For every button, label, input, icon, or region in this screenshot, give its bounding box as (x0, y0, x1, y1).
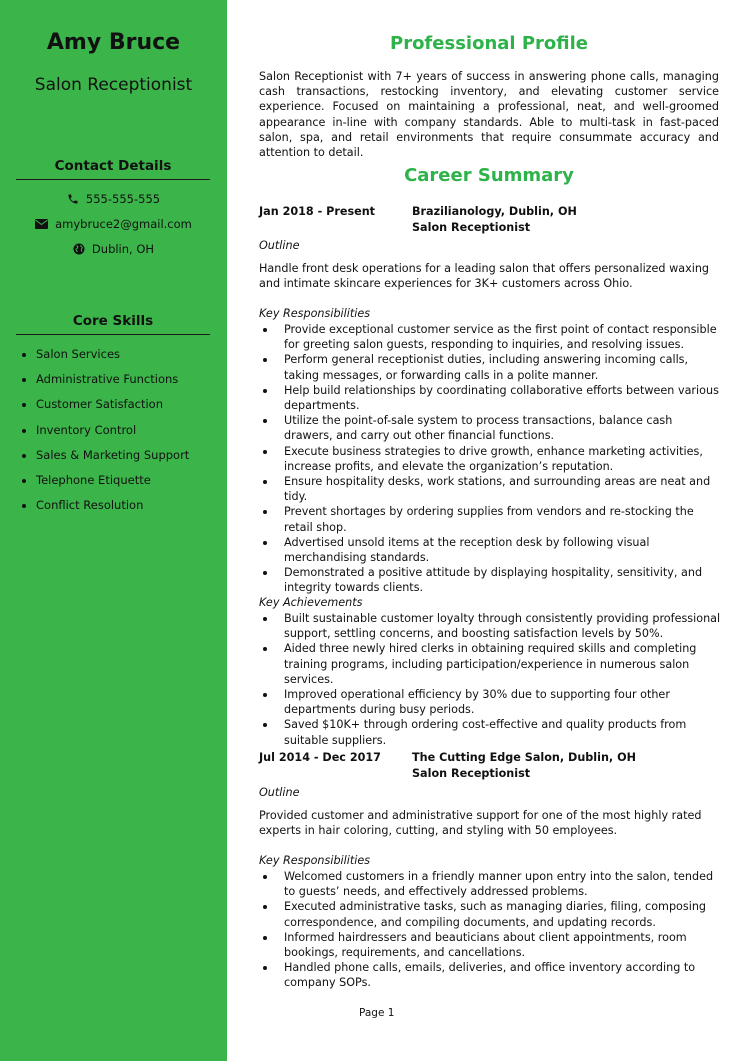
skill-item: Sales & Marketing Support (22, 448, 189, 473)
envelope-icon (35, 219, 48, 229)
location-text: Dublin, OH (91, 242, 155, 256)
list-item: Built sustainable customer loyalty through consistently providing professional support, settling concerns, and boosting satisfaction levels by 50%. (259, 611, 721, 641)
list-item: Advertised unsold items at the reception desk by following visual merchandising standards. (259, 535, 721, 565)
list-item: Utilize the point-of-sale system to process transactions, balance cash drawers, and carry out other financial functions. (259, 413, 721, 443)
skill-item: Telephone Etiquette (22, 473, 189, 498)
contact-location (0, 242, 227, 256)
contact-heading: Contact Details (16, 158, 210, 180)
job-dates: Jan 2018 - Present (259, 205, 376, 218)
achievements-label: Key Achievements (259, 596, 363, 609)
job-company (412, 204, 577, 235)
job-role: Salon Receptionist (412, 766, 531, 780)
job-dates: Jul 2014 - Dec 2017 (259, 751, 381, 764)
responsibilities-label: Key Responsibilities (259, 307, 371, 320)
list-item: Welcomed customers in a friendly manner upon entry into the salon, tended to guests’ needs, and effectively addressed problems. (259, 869, 721, 899)
job-company (412, 750, 636, 781)
email-text: amybruce2@gmail.com (55, 217, 192, 231)
skill-item: Administrative Functions (22, 372, 189, 397)
list-item: Informed hairdressers and beauticians about client appointments, room bookings, requirements, and cancellations. (259, 930, 721, 960)
candidate-title: Salon Receptionist (34, 75, 193, 95)
skill-item: Inventory Control (22, 423, 189, 448)
skills-heading: Core Skills (16, 313, 210, 335)
list-item: Perform general receptionist duties, including answering incoming calls, taking messages, or forwarding calls in a polite manner. (259, 352, 721, 382)
profile-text: Salon Receptionist with 7+ years of success in answering phone calls, managing cash transactions, restocking inventory, and elevating customer service experience. Focused on maintaining a professional, neat, and well-groomed appearance in-line with company standards. Able to multi-task in fast-paced salon, spa, and retail environments that require consummate accuracy and attention to detail. (259, 70, 719, 160)
list-item: Help build relationships by coordinating collaborative efforts between various departments. (259, 383, 721, 413)
phone-icon (67, 193, 79, 205)
list-item: Improved operational efficiency by 30% due to supporting four other departments during busy periods. (259, 687, 721, 717)
job-outline: Provided customer and administrative support for one of the most highly rated experts in hair coloring, cutting, and styling with 50 employees. (259, 809, 702, 838)
list-item: Execute business strategies to drive growth, enhance marketing activities, increase profits, and elevate the organization’s reputation. (259, 444, 721, 474)
list-item: Saved $10K+ through ordering cost-effective and quality products from suitable suppliers. (259, 717, 721, 747)
candidate-name: Amy Bruce (46, 30, 181, 55)
responsibilities-list (259, 869, 721, 991)
list-item: Aided three newly hired clerks in obtaining required skills and completing training programs, including participation/experience in numerous salon services. (259, 641, 721, 687)
company-name: Brazilianology, Dublin, OH (412, 205, 577, 218)
list-item: Provide exceptional customer service as the first point of contact responsible for greeting salon guests, responding to inquiries, and resolving issues. (259, 322, 721, 352)
list-item: Executed administrative tasks, such as managing diaries, filing, composing correspondence, and compiling documents, and updating records. (259, 899, 721, 929)
phone-text: 555-555-555 (85, 192, 161, 206)
profile-heading: Professional Profile (390, 33, 588, 54)
globe-icon (73, 243, 85, 255)
responsibilities-list (259, 322, 721, 596)
skill-item: Conflict Resolution (22, 498, 189, 523)
skills-list (22, 347, 189, 523)
responsibilities-label: Key Responsibilities (259, 854, 371, 867)
list-item: Ensure hospitality desks, work stations, and surrounding areas are neat and tidy. (259, 474, 721, 504)
contact-phone (0, 192, 227, 206)
list-item: Demonstrated a positive attitude by displaying hospitality, sensitivity, and integrity towards clients. (259, 565, 721, 595)
list-item: Prevent shortages by ordering supplies from vendors and re-stocking the retail shop. (259, 504, 721, 534)
skill-item: Customer Satisfaction (22, 397, 189, 422)
job-role: Salon Receptionist (412, 220, 531, 234)
list-item: Handled phone calls, emails, deliveries, and office inventory according to company SOPs. (259, 960, 721, 990)
career-heading: Career Summary (404, 165, 574, 186)
outline-label: Outline (259, 786, 300, 799)
skill-item: Salon Services (22, 347, 189, 372)
achievements-list (259, 611, 721, 748)
job-outline: Handle front desk operations for a leading salon that offers personalized waxing and intimate skincare experiences for 3K+ customers across Ohio. (259, 262, 710, 291)
page-number: Page 1 (359, 1007, 395, 1019)
company-name: The Cutting Edge Salon, Dublin, OH (412, 751, 636, 764)
outline-label: Outline (259, 239, 300, 252)
contact-email (0, 217, 227, 231)
